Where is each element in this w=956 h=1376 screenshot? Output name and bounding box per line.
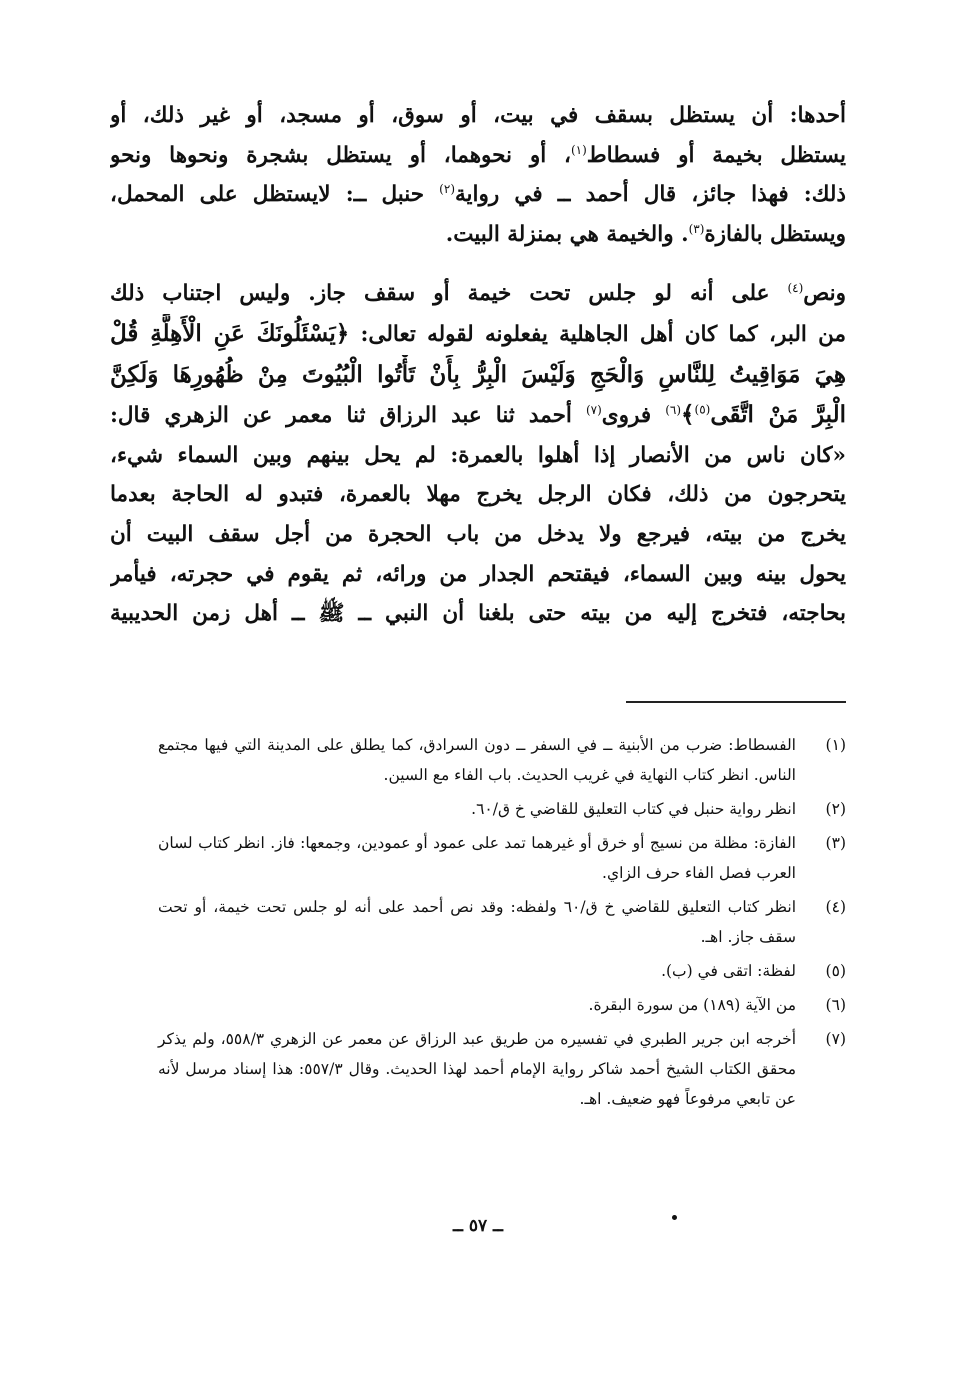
- footnote-number: (١): [825, 736, 846, 754]
- text-line: هِيَ مَوَاقِيتُ لِلنَّاسِ وَالْحَجِ وَلَيْسَ الْبِرُّ بِأَنْ تَأْتُوا الْبُيُوتَ مِنْ ظُهُورِهَا وَلَكِنَّ: [110, 360, 846, 388]
- footnote-text: من الآية (١٨٩) من سورة البقرة.: [588, 996, 796, 1014]
- footnote-number: (٣): [825, 834, 846, 852]
- footnote-divider: [626, 701, 846, 703]
- text-line: ويستظل بالفازة$^{(٣)}$. والخيمة هي بمنزلة البيت.: [445, 221, 846, 247]
- text-line: «كان ناس من الأنصار إذا أهلوا بالعمرة: لم يحل بينهم وبين السماء شيء،: [110, 442, 846, 468]
- text-line: بحاجته، فتخرج إليه من بيته حتى بلغنا أن النبي ــ ﷺ ــ أهل زمن الحديبية: [110, 601, 846, 627]
- footnote-7: [158, 1024, 846, 1114]
- footnote-text: الفسطاط: ضرب من الأبنية ــ في السفر ــ دون السرادق، كما يطلق على المدينة التي فيها مجتمع الناس. انظر كتاب النهاية في غريب الحديث. باب الفاء مع السين.: [158, 736, 796, 784]
- text-line: من البر، كما كان أهل الجاهلية يفعلونه لقوله تعالى: ﴿يَسْئَلُونَكَ عَنِ الْأَهِلَّةِ قُلْ: [110, 319, 846, 347]
- text-line: يحول بينه وبين السماء، فيقتحم الجدار من ورائه، ثم يقوم في حجرته، فيأمر: [110, 561, 846, 587]
- footnote-text: أخرجه ابن جرير الطبري في تفسيره من طريق عبد الرزاق عن معمر عن الزهري ٥٥٨/٣، ولم يذكر محقق الكتاب الشيخ أحمد شاكر رواية الإمام أحمد لهذا الحديث. وقال ٥٥٧/٣: هذا إسناد مرسل لأنه عن تابعي مرفوعاً فهو ضعيف. اهـ.: [158, 1030, 797, 1108]
- footnote-6: [158, 990, 846, 1020]
- text-line: ذلك: فهذا جائز، قال أحمد ــ في رواية$^{(٢)}$ حنبل ــ: لايستظل على المحمل،: [110, 182, 846, 208]
- footnote-number: (٧): [825, 1030, 846, 1048]
- text-line: الْبِرَّ مَنْ اتَّقَى$^{(٥)}$﴾$^{(٦)}$ فروى$^{(٧)}$ أحمد ثنا عبد الرزاق ثنا معمر عن الزهري قال:: [110, 401, 846, 429]
- page-number: ــ ٥٧ ــ: [452, 1216, 504, 1236]
- text-line: يخرج من بيته، فيرجع ولا يدخل من باب الحجرة من أجل سقف البيت أن: [110, 521, 846, 547]
- footnote-text: انظر كتاب التعليق للقاضي خ ق/٦٠ ولفظه: وقد نص أحمد على أنه لو جلس تحت خيمة، أو تحت سقف جاز. اهـ.: [158, 898, 796, 946]
- text-line: يتحرجون من ذلك، فكان الرجل يخرج مهلا بالعمرة، فتبدو له الحاجة بعدما: [110, 482, 846, 508]
- footnote-5: [158, 956, 846, 986]
- paragraph-2: [110, 274, 846, 633]
- footnote-number: (٢): [825, 800, 846, 818]
- text-line: ونص$^{(٤)}$ على أنه لو جلس تحت خيمة أو سقف جاز. وليس اجتناب ذلك: [110, 281, 846, 307]
- footnote-number: (٥): [825, 962, 846, 980]
- footnote-text: انظر رواية حنبل في كتاب التعليق للقاضي خ ق/٦٠.: [471, 800, 796, 818]
- main-text: [110, 96, 846, 634]
- footnote-1: [158, 730, 846, 790]
- text-line: أحدها: أن يستظل بسقف في بيت، أو سوق، أو مسجد، أو غير ذلك، أو: [110, 103, 846, 128]
- paragraph-1: [110, 96, 846, 254]
- footnote-4: [158, 892, 846, 952]
- footnotes: [158, 730, 846, 1118]
- footnote-2: [158, 794, 846, 824]
- footnote-number: (٤): [825, 898, 846, 916]
- footnote-3: [158, 828, 846, 888]
- text-line: يستظل بخيمة أو فسطاط$^{(١)}$، أو نحوهما، أو يستظل بشجرة ونحوها ونحو: [110, 142, 846, 168]
- footnote-number: (٦): [825, 996, 846, 1014]
- footnote-text: الفازة: مظلة من نسيج أو خرق أو غيرهما تمد على عمود أو عمودين، وجمعها: فاز. انظر كتاب لسان العرب فصل الفاء حرف الزاي.: [158, 834, 796, 882]
- footnote-text: لفظة: اتقى في (ب).: [661, 962, 796, 980]
